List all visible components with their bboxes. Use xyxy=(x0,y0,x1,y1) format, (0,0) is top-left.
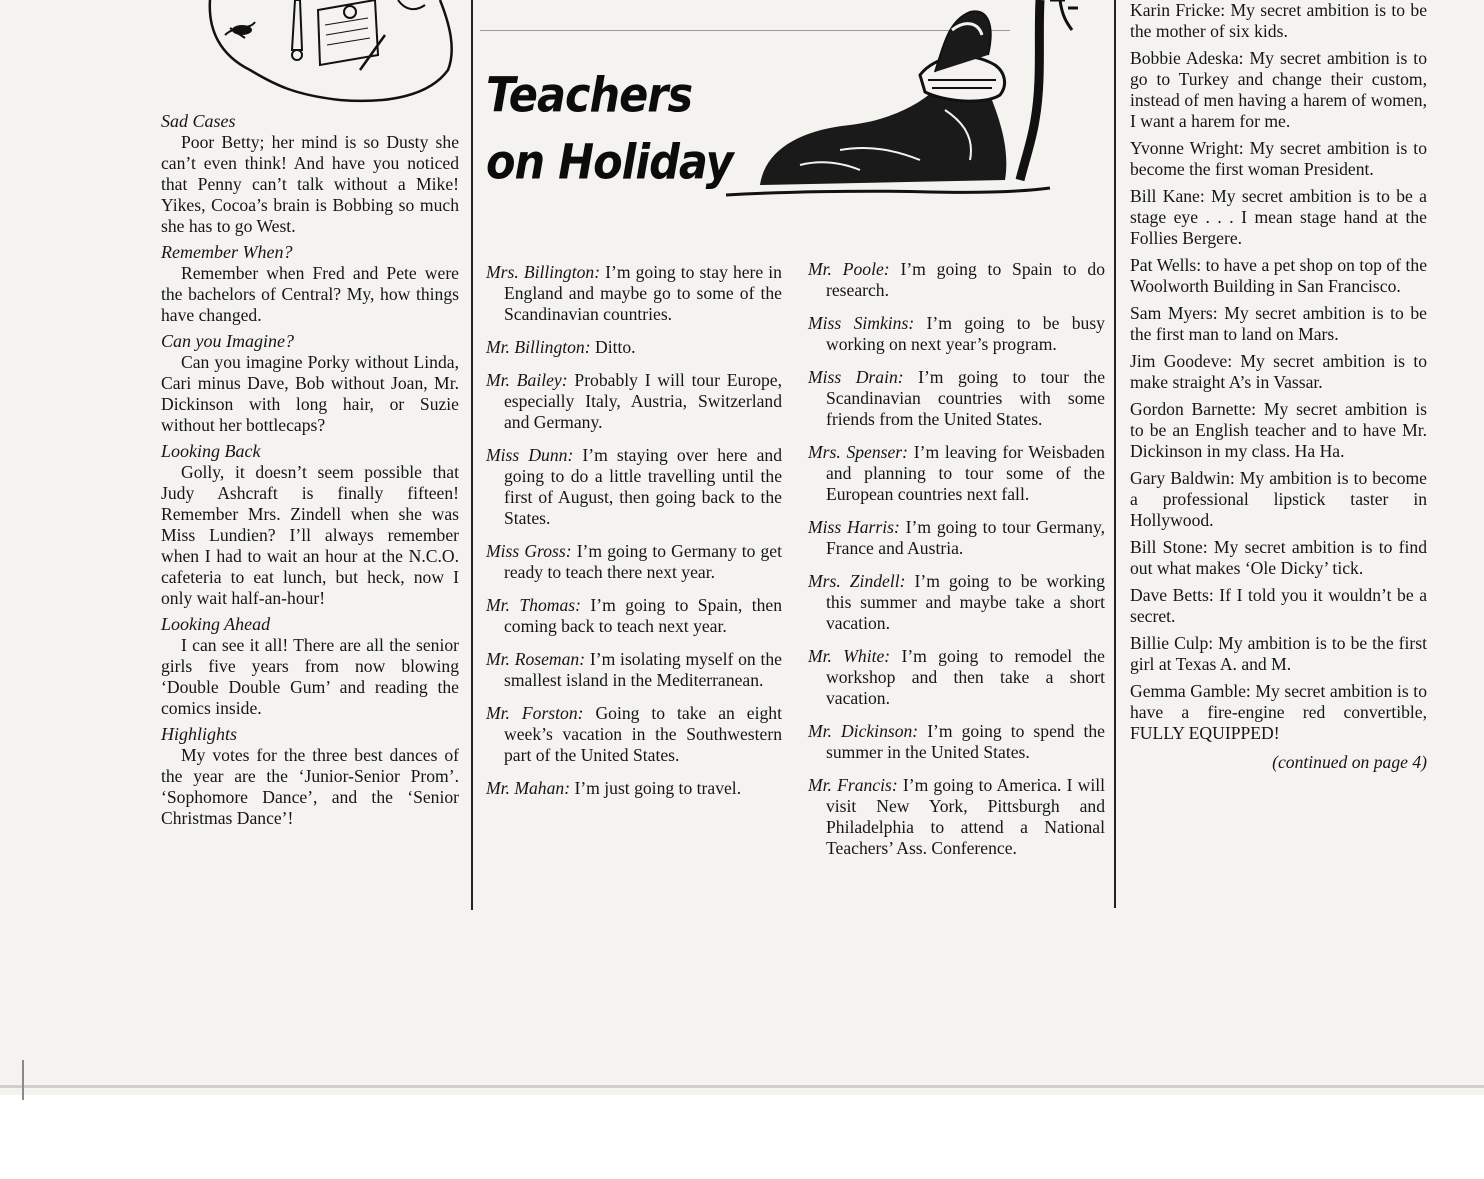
ambition-entry: Dave Betts: If I told you it wouldn’t be a secret. xyxy=(1130,585,1427,626)
section-heading: Sad Cases xyxy=(161,111,236,131)
teacher-entry xyxy=(486,703,782,766)
ambition-entry: Bill Stone: My secret ambition is to find out what makes ‘Ole Dicky’ tick. xyxy=(1130,537,1427,578)
teacher-plan: I’m going to be working this summer and maybe take a short vacation. xyxy=(826,571,1105,633)
section-heading: Looking Ahead xyxy=(161,614,271,634)
teachers-column-left xyxy=(486,262,782,811)
teachers-column-right xyxy=(808,259,1105,871)
teacher-entry xyxy=(486,649,782,691)
ambition-entry: Karin Fricke: My secret ambition is to be the mother of six kids. xyxy=(1130,0,1427,41)
teacher-plan: I’m going to America. I will visit New York, Pittsburgh and Philadelphia to attend a National Teachers’ Ass. Conference. xyxy=(826,775,1105,858)
teacher-name: Mr. Bailey: xyxy=(486,370,568,390)
teacher-plan: I’m just going to travel. xyxy=(574,778,742,798)
teacher-name: Miss Gross: xyxy=(486,541,572,561)
teacher-name: Mrs. Zindell: xyxy=(808,571,906,591)
teacher-plan: I’m going to Spain, then coming back to teach next year. xyxy=(504,595,782,636)
teacher-plan: I’m isolating myself on the smallest island in the Mediterranean. xyxy=(504,649,782,690)
headline-line-1: Teachers xyxy=(486,67,693,124)
page-left-edge xyxy=(22,1060,24,1100)
teacher-plan: I’m going to spend the summer in the United States. xyxy=(826,721,1105,762)
teachers-on-holiday-headline xyxy=(486,62,733,196)
teacher-plan: I’m going to stay here in England and maybe go to some of the Scandinavian countries. xyxy=(504,262,782,324)
headline-line-2: on Holiday xyxy=(486,134,733,191)
teacher-entry xyxy=(486,262,782,325)
teacher-entry xyxy=(808,367,1105,430)
teacher-entry xyxy=(486,370,782,433)
page-bottom-edge xyxy=(0,1085,1484,1088)
teacher-entry xyxy=(486,595,782,637)
teacher-name: Mr. Forston: xyxy=(486,703,584,723)
gossip-column xyxy=(161,110,459,829)
teacher-plan: I’m going to tour Germany, France and Austria. xyxy=(826,517,1105,558)
teacher-plan: I’m going to Spain to do research. xyxy=(826,259,1105,300)
teacher-plan: I’m leaving for Weisbaden and planning to tour some of the European countries next fall. xyxy=(826,442,1105,504)
teacher-entry xyxy=(808,646,1105,709)
teacher-entry xyxy=(808,517,1105,559)
teacher-name: Mr. Dickinson: xyxy=(808,721,919,741)
teacher-plan: I’m staying over here and going to do a little travelling until the first of August, then going back to the States. xyxy=(504,445,782,528)
ambition-entry: Gary Baldwin: My ambition is to become a professional lipstick taster in Hollywood. xyxy=(1130,468,1427,530)
teacher-name: Mr. Roseman: xyxy=(486,649,586,669)
teacher-name: Mr. Thomas: xyxy=(486,595,581,615)
teacher-entry xyxy=(808,721,1105,763)
section-body: I can see it all! There are all the senior girls five years from now blowing ‘Double Double Gum’ and reading the comics inside. xyxy=(161,635,459,718)
teacher-plan: I’m going to tour the Scandinavian countries with some friends from the United States. xyxy=(826,367,1105,429)
ambition-entry: Billie Culp: My ambition is to be the first girl at Texas A. and M. xyxy=(1130,633,1427,674)
section-heading: Can you Imagine? xyxy=(161,331,294,351)
teacher-name: Miss Dunn: xyxy=(486,445,574,465)
teacher-name: Mr. Billington: xyxy=(486,337,591,357)
teacher-plan: I’m going to be busy working on next year’s program. xyxy=(826,313,1105,354)
teacher-plan: I’m going to Germany to get ready to teach there next year. xyxy=(504,541,783,582)
section-body: My votes for the three best dances of the year are the ‘Junior-Senior Prom’. ‘Sophomore Dance’, and the ‘Senior Christmas Dance’! xyxy=(161,745,459,828)
ambition-entry: Bill Kane: My secret ambition is to be a stage eye . . . I mean stage hand at the Follies Bergere. xyxy=(1130,186,1427,248)
teacher-entry xyxy=(486,445,782,529)
ambition-entry: Yvonne Wright: My secret ambition is to become the first woman President. xyxy=(1130,138,1427,179)
section-body: Poor Betty; her mind is so Dusty she can’t even think! And have you noticed that Penny can’t talk without a Mike! Yikes, Cocoa’s brain is Bobbing so much she has to go West. xyxy=(161,132,459,236)
teacher-name: Miss Drain: xyxy=(808,367,904,387)
ambition-entry: Gordon Barnette: My secret ambition is to be an English teacher and to have Mr. Dickinson in my class. Ha Ha. xyxy=(1130,399,1427,461)
siesta-illustration xyxy=(720,0,1080,200)
teacher-entry xyxy=(486,337,782,358)
teacher-entry xyxy=(808,442,1105,505)
teacher-plan: Going to take an eight week’s vacation in the Southwestern part of the United States. xyxy=(504,703,782,765)
teacher-entry xyxy=(808,571,1105,634)
section-body: Golly, it doesn’t seem possible that Judy Ashcraft is finally fifteen! Remember Mrs. Zindell when she was Miss Lundien? I’ll always remember when I had to wait an hour at the N.C.O. cafeteria to eat lunch, but heck, now I only wait half-an-hour! xyxy=(161,462,459,608)
teacher-entry xyxy=(486,541,782,583)
column-rule-2 xyxy=(1114,0,1116,908)
section-heading: Looking Back xyxy=(161,441,261,461)
section-body: Can you imagine Porky without Linda, Cari minus Dave, Bob without Joan, Mr. Dickinson with long hair, or Suzie without her bottlecaps? xyxy=(161,352,459,435)
teacher-name: Mr. White: xyxy=(808,646,891,666)
teacher-name: Miss Simkins: xyxy=(808,313,915,333)
ambition-entry: Bobbie Adeska: My secret ambition is to go to Turkey and change their custom, instead of men having a harem of women, I want a harem for me. xyxy=(1130,48,1427,131)
section-body: Remember when Fred and Pete were the bachelors of Central? My, how things have changed. xyxy=(161,263,459,325)
teacher-entry xyxy=(486,778,782,799)
ambition-entry: Jim Goodeve: My secret ambition is to make straight A’s in Vassar. xyxy=(1130,351,1427,392)
teacher-name: Miss Harris: xyxy=(808,517,900,537)
section-heading: Highlights xyxy=(161,724,238,744)
teacher-plan: Probably I will tour Europe, especially Italy, Austria, Switzerland and Germany. xyxy=(504,370,782,432)
continued-note: (continued on page 4) xyxy=(1272,752,1427,772)
ambitions-column xyxy=(1130,0,1427,779)
teacher-entry xyxy=(808,259,1105,301)
teacher-entry xyxy=(808,313,1105,355)
ambition-entry: Gemma Gamble: My secret ambition is to have a fire-engine red convertible, FULLY EQUIPPED! xyxy=(1130,681,1427,743)
teacher-plan: I’m going to remodel the workshop and then take a short vacation. xyxy=(826,646,1105,708)
teacher-name: Mrs. Billington: xyxy=(486,262,601,282)
teacher-name: Mr. Francis: xyxy=(808,775,898,795)
teacher-name: Mrs. Spenser: xyxy=(808,442,909,462)
section-heading: Remember When? xyxy=(161,242,293,262)
column-rule-1 xyxy=(471,0,473,910)
cartoon-illustration xyxy=(200,0,460,110)
teacher-entry xyxy=(808,775,1105,859)
ambition-entry: Sam Myers: My secret ambition is to be the first man to land on Mars. xyxy=(1130,303,1427,344)
ambition-entry: Pat Wells: to have a pet shop on top of the Woolworth Building in San Francisco. xyxy=(1130,255,1427,296)
teacher-plan: Ditto. xyxy=(595,337,636,357)
teacher-name: Mr. Mahan: xyxy=(486,778,571,798)
teacher-name: Mr. Poole: xyxy=(808,259,890,279)
